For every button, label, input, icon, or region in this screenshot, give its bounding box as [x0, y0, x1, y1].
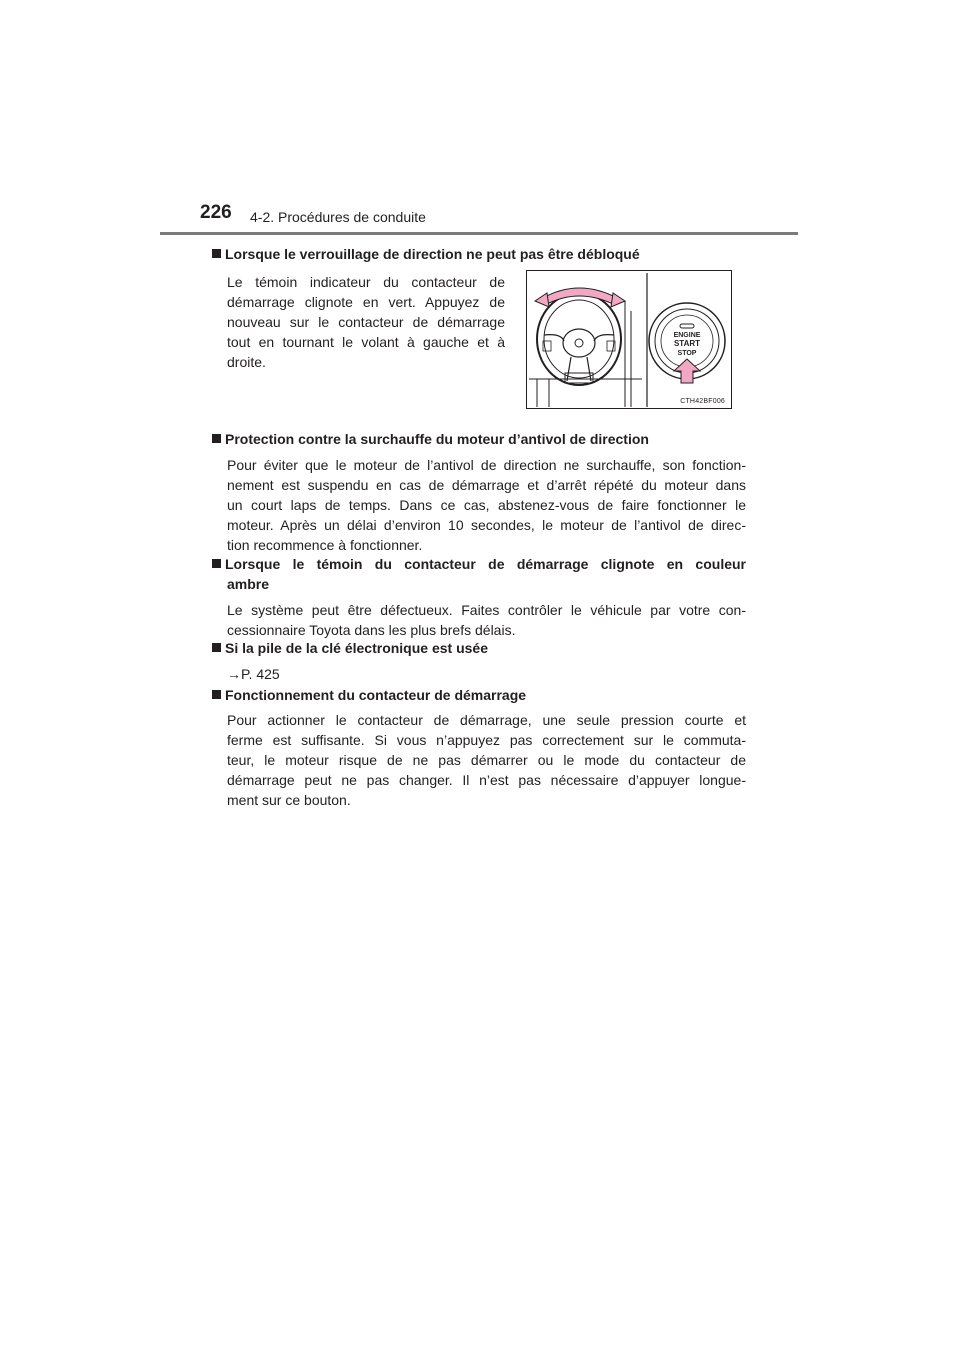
- steering-wheel-illustration: [526, 270, 732, 409]
- square-bullet-icon: [212, 249, 221, 258]
- steering-start-illustration: [527, 271, 731, 408]
- heading-key-battery: [212, 638, 488, 658]
- text-line: démarrage peut ne pas changer. Il n’est pas nécessaire d’appuyer longue-: [227, 772, 746, 788]
- button-label-line: STOP: [677, 350, 697, 357]
- heading-text: Si la pile de la clé électronique est usée: [225, 640, 488, 656]
- section-title: 4-2. Procédures de conduite: [250, 209, 426, 225]
- header-divider: [160, 232, 798, 235]
- page-reference-link[interactable]: P. 425: [241, 666, 280, 682]
- square-bullet-icon: [212, 643, 221, 652]
- text-line: moteur. Après un délai d’environ 10 secondes, le moteur de l’antivol de direc-: [227, 517, 746, 533]
- heading-overheat-protection: [212, 429, 649, 449]
- paragraph-start-switch-operation: [227, 710, 746, 810]
- page-number: 226: [200, 202, 232, 223]
- text-line: tout en tournant le volant à gauche et à: [227, 334, 505, 350]
- text-line: Le système peut être défectueux. Faites contrôler le véhicule par votre con-: [227, 602, 746, 618]
- heading-amber-indicator: [212, 554, 746, 594]
- square-bullet-icon: [212, 559, 221, 568]
- heading-text: Lorsque le verrouillage de direction ne peut pas être débloqué: [225, 246, 640, 262]
- text-line: Pour actionner le contacteur de démarrage, une seule pression courte et: [227, 712, 746, 728]
- text-line: droite.: [227, 354, 266, 370]
- heading-text: Lorsque le témoin du contacteur de démarrage clignote en couleur: [225, 556, 746, 572]
- paragraph-amber-indicator: [227, 600, 746, 640]
- square-bullet-icon: [212, 434, 221, 443]
- button-label-line: START: [673, 339, 701, 348]
- text-line: ment sur ce bouton.: [227, 792, 351, 808]
- text-line: Le témoin indicateur du contacteur de: [227, 274, 505, 290]
- button-label-line: ENGINE: [673, 332, 701, 339]
- heading-text: Fonctionnement du contacteur de démarrage: [225, 687, 527, 703]
- text-line: ferme est suffisante. Si vous n’appuyez pas correctement sur le commuta-: [227, 732, 746, 748]
- paragraph-overheat-protection: [227, 455, 746, 555]
- text-line: nement est suspendu en cas de démarrage et d’arrêt répété du moteur dans: [227, 477, 746, 493]
- heading-start-switch-operation: [212, 685, 526, 705]
- heading-text: ambre: [227, 576, 270, 592]
- page-reference: [227, 664, 280, 684]
- text-line: teur, le moteur risque de ne pas démarrer ou le mode du contacteur de: [227, 752, 746, 768]
- heading-steering-lock: [212, 244, 640, 264]
- figure-code: CTH42BF006: [680, 398, 725, 405]
- text-line: démarrage clignote en vert. Appuyez de: [227, 294, 505, 310]
- text-line: un court laps de temps. Dans ce cas, abstenez-vous de faire fonctionner le: [227, 497, 746, 513]
- heading-text: Protection contre la surchauffe du moteur d’antivol de direction: [225, 431, 649, 447]
- text-line: tion recommence à fonctionner.: [227, 537, 423, 553]
- text-line: Pour éviter que le moteur de l’antivol de direction ne surchauffe, son fonction-: [227, 457, 746, 473]
- arrow-right-icon: →: [227, 666, 241, 682]
- paragraph-steering-lock: [227, 272, 505, 372]
- text-line: cessionnaire Toyota dans les plus brefs délais.: [227, 622, 516, 638]
- square-bullet-icon: [212, 690, 221, 699]
- text-line: nouveau sur le contacteur de démarrage: [227, 314, 505, 330]
